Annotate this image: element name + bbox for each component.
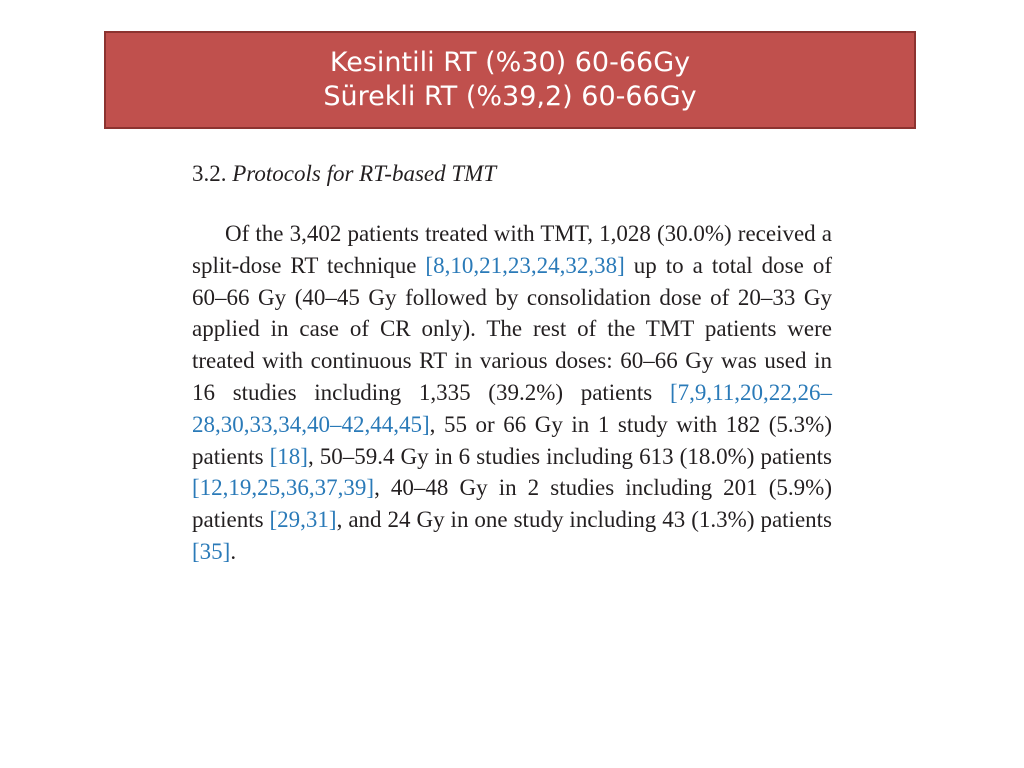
citation-link[interactable]: [35] bbox=[192, 538, 231, 564]
section-heading bbox=[192, 160, 832, 188]
citation-link[interactable]: [18] bbox=[269, 443, 308, 469]
paragraph-text: , 50–59.4 Gy in 6 studies including 613 (18.0%) patients bbox=[307, 443, 832, 469]
paragraph-text: , 40–48 Gy in 2 studies including 201 (5.9%) patients bbox=[192, 475, 832, 533]
paragraph-text: . bbox=[230, 538, 237, 564]
paragraph-text: up to a total dose of 60–66 Gy (40–45 Gy followed by consolidation dose of 20–33 Gy applied in case of CR only). The rest of the TMT patients were treated with continuous RT in various doses: 60–66 Gy was used in 16 studies including 1,335 (39.2%) patients bbox=[192, 252, 832, 405]
citation-link[interactable]: [8,10,21,23,24,32,38] bbox=[425, 252, 625, 278]
citation-link[interactable]: [29,31] bbox=[269, 507, 337, 533]
section-title: Protocols for RT-based TMT bbox=[232, 161, 497, 186]
paragraph-text: Of the 3,402 patients treated with TMT, 1,028 (30.0%) received a split-dose RT technique bbox=[192, 221, 832, 278]
paragraph-text: , and 24 Gy in one study including 43 (1.3%) patients bbox=[336, 507, 832, 533]
paragraph-text: , 55 or 66 Gy in 1 study with 182 (5.3%) patients bbox=[192, 411, 832, 469]
slide-title-box bbox=[104, 31, 916, 129]
citation-link[interactable]: [7,9,11,20,22,26–28,30,33,34,40–42,44,45] bbox=[192, 379, 832, 437]
section-number: 3.2. bbox=[192, 161, 227, 186]
title-line-1: Kesintili RT (%30) 60-66Gy bbox=[329, 47, 691, 78]
paper-excerpt bbox=[192, 160, 832, 568]
body-paragraph bbox=[192, 218, 832, 568]
citation-link[interactable]: [12,19,25,36,37,39] bbox=[192, 475, 375, 501]
title-line-2: Sürekli RT (%39,2) 60-66Gy bbox=[323, 81, 697, 112]
